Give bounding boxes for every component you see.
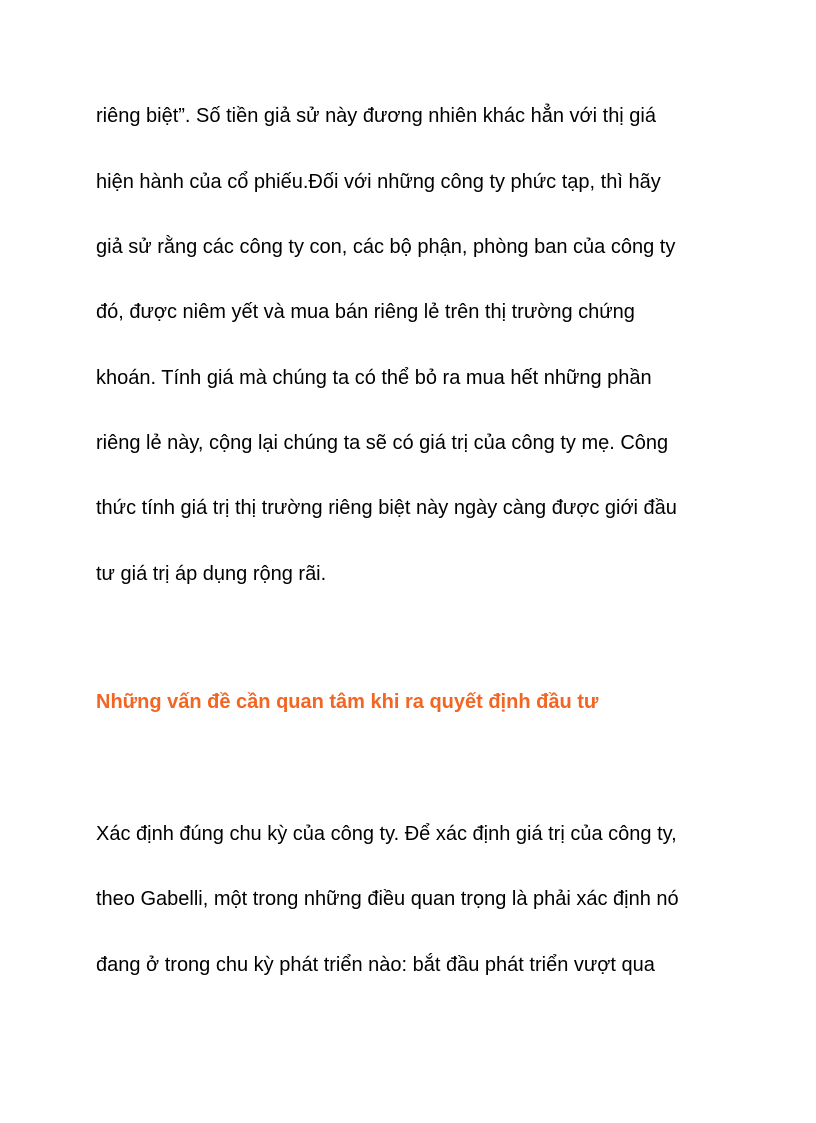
paragraph-line: riêng biệt”. Số tiền giả sử này đương nhiên khác hẳn với thị giá: [96, 105, 656, 127]
paragraph-line: hiện hành của cổ phiếu.Đối với những công ty phức tạp, thì hãy: [96, 171, 661, 193]
paragraph-line: đang ở trong chu kỳ phát triển nào: bắt đầu phát triển vượt qua: [96, 954, 655, 976]
paragraph-line: theo Gabelli, một trong những điều quan trọng là phải xác định nó: [96, 888, 679, 910]
paragraph-line: thức tính giá trị thị trường riêng biệt này ngày càng được giới đầu: [96, 497, 677, 519]
paragraph-line: đó, được niêm yết và mua bán riêng lẻ trên thị trường chứng: [96, 301, 635, 323]
paragraph-line: tư giá trị áp dụng rộng rãi.: [96, 563, 327, 585]
paragraph-line: riêng lẻ này, cộng lại chúng ta sẽ có giá trị của công ty mẹ. Công: [96, 432, 669, 454]
paragraph-line: Xác định đúng chu kỳ của công ty. Để xác định giá trị của công ty,: [96, 823, 677, 845]
paragraph-line: giả sử rằng các công ty con, các bộ phận, phòng ban của công ty: [96, 236, 676, 258]
paragraph-line: khoán. Tính giá mà chúng ta có thể bỏ ra mua hết những phần: [96, 367, 652, 389]
section-heading: Những vấn đề cần quan tâm khi ra quyết định đầu tư: [96, 691, 599, 713]
